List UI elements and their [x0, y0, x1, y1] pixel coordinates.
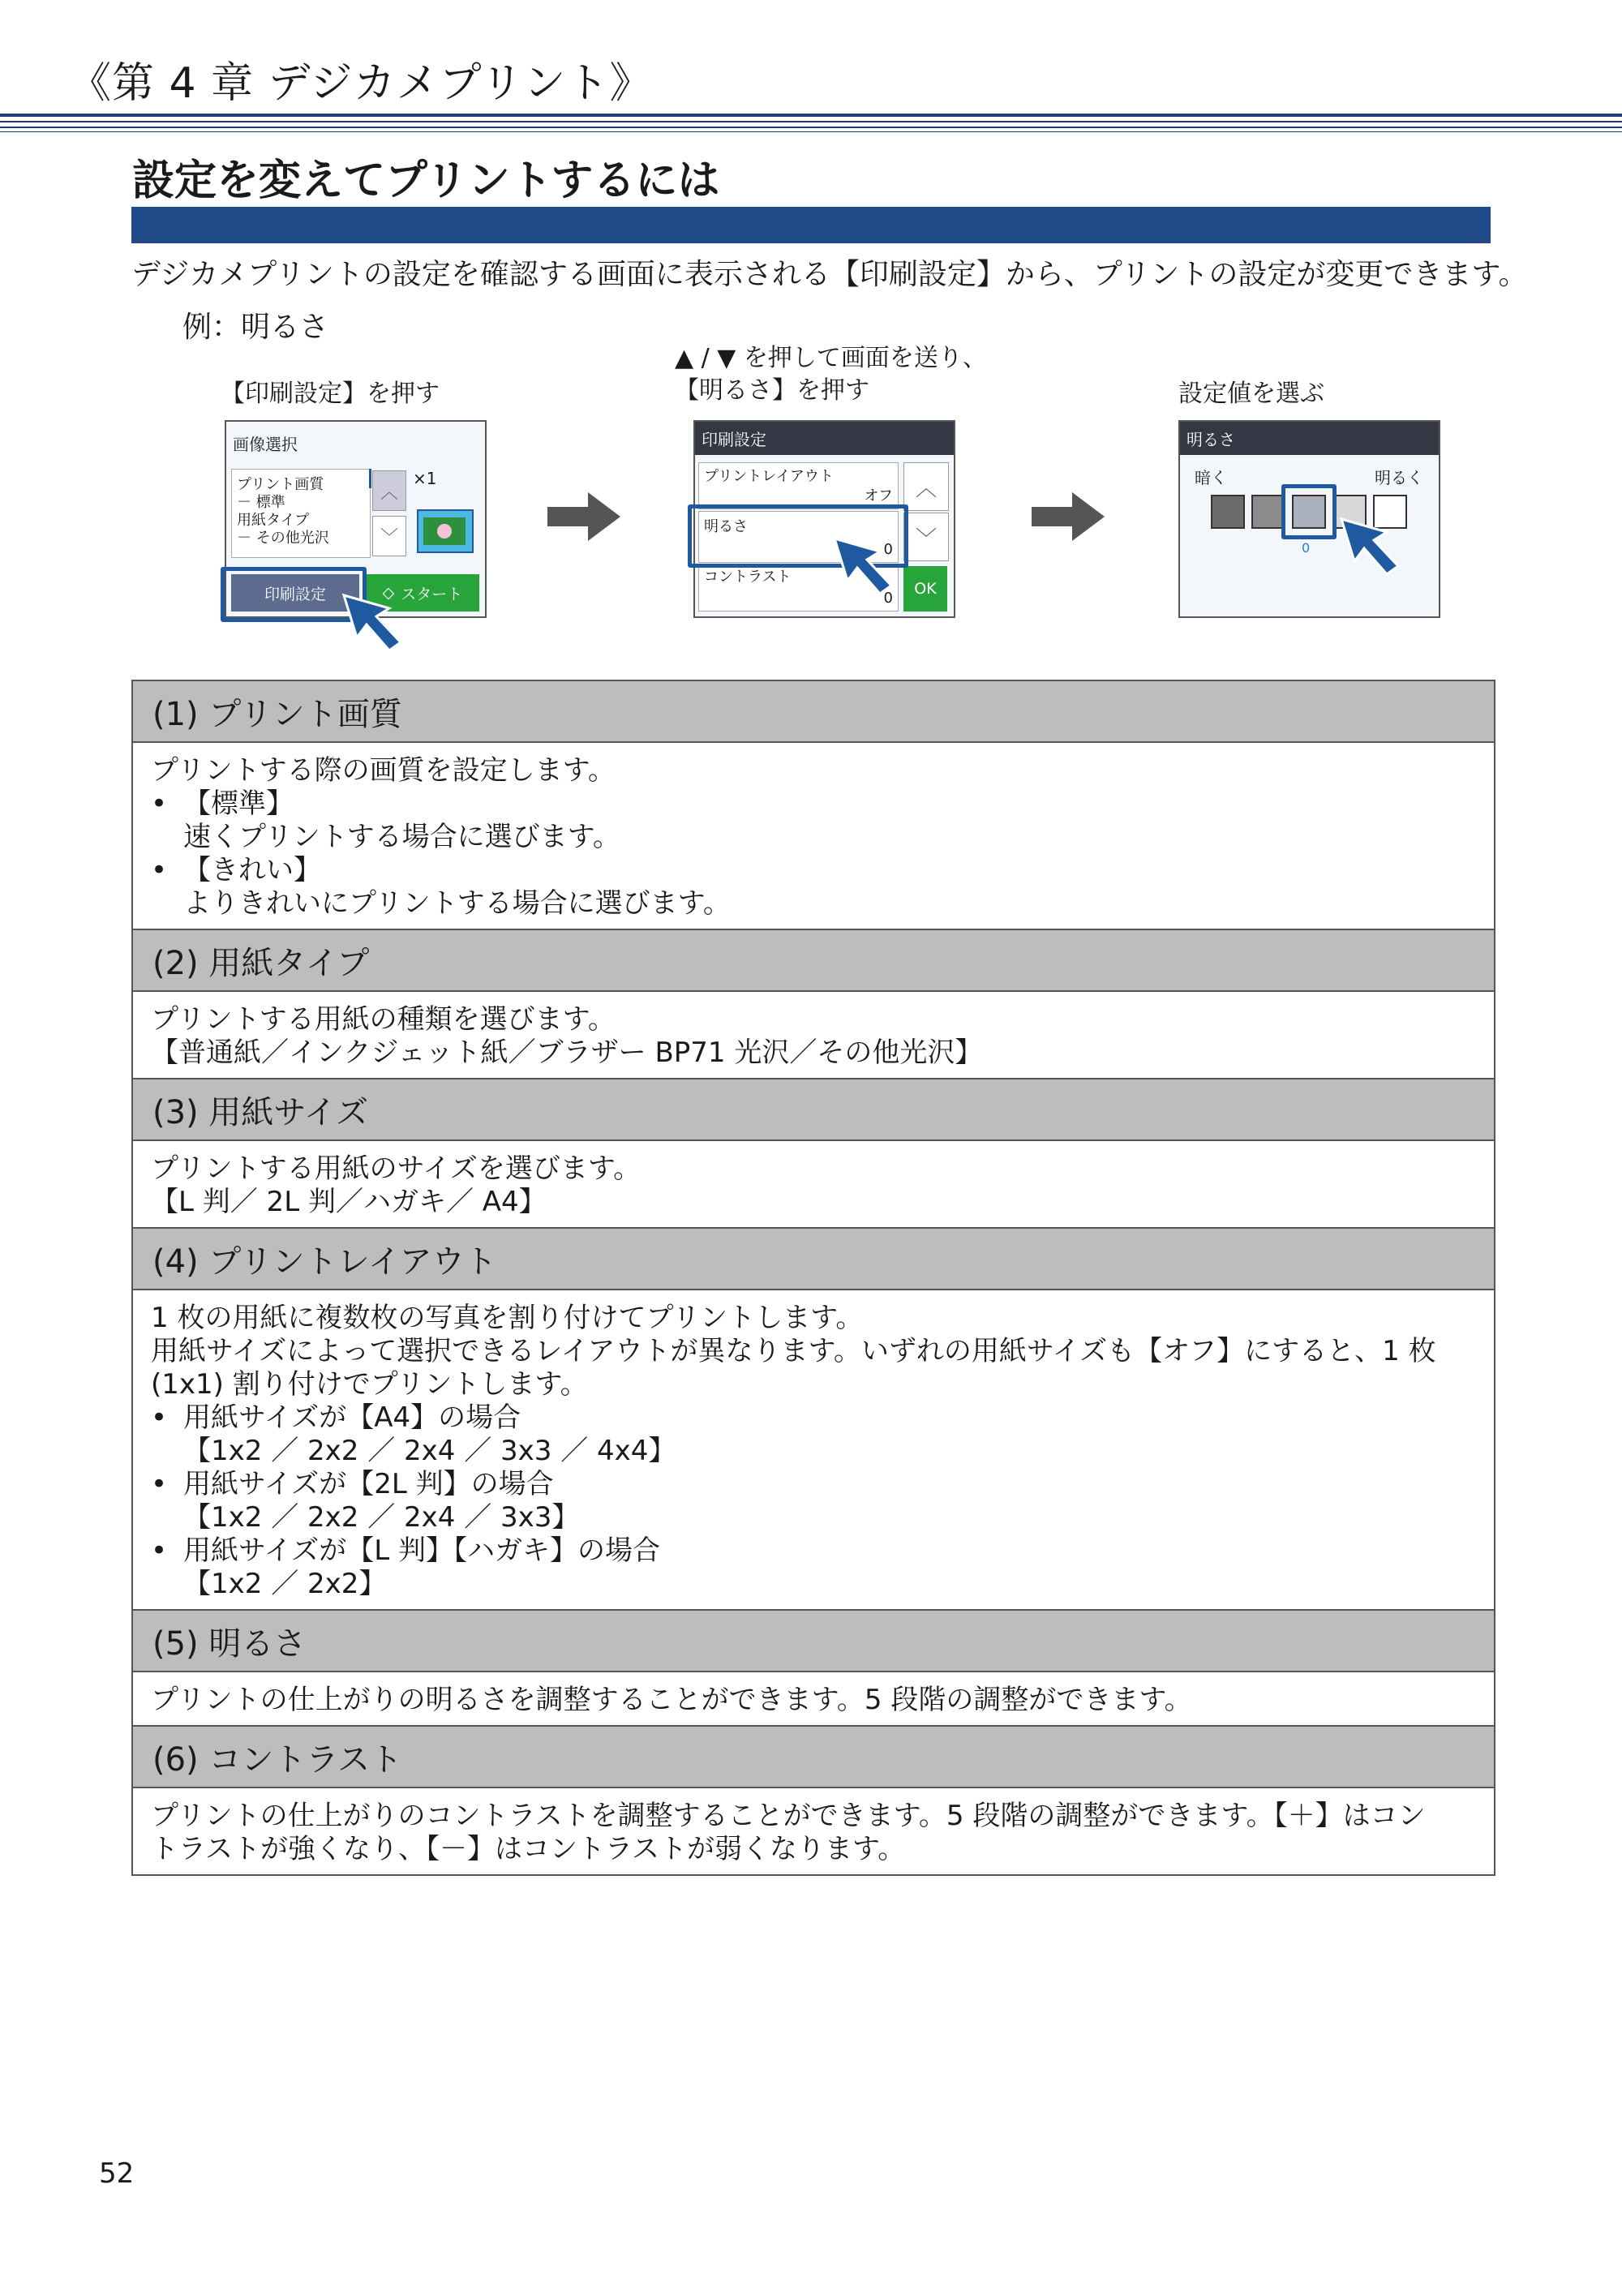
bullet-icon: •	[151, 788, 168, 820]
body-text: プリントする用紙の種類を選びます。	[151, 1003, 616, 1036]
screen2-title: 印刷設定	[695, 422, 954, 455]
body-text: 用紙サイズによって選択できるレイアウトが異なります。いずれの用紙サイズも【オフ】にすると、1 枚	[151, 1335, 1436, 1367]
ok-button[interactable]: OK	[903, 566, 947, 612]
pointer-arrow-icon	[831, 535, 896, 597]
option-label: 用紙サイズが【2L 判】の場合	[183, 1468, 554, 1500]
scroll-down-button[interactable]	[903, 513, 949, 561]
start-label: スタート	[401, 585, 463, 603]
step2-caption-line2: 【明るさ】を押す	[675, 376, 869, 405]
bullet-icon: •	[151, 1534, 168, 1567]
brightness-value: 0	[1302, 540, 1311, 556]
chevron-down-icon: ﹀	[380, 527, 398, 548]
menu-item-value: 0	[883, 590, 893, 607]
summary-line: － 標準	[237, 494, 285, 511]
screen1-title: 画像選択	[233, 435, 298, 454]
menu-item-print-layout[interactable]	[698, 462, 899, 509]
option-label: 用紙サイズが【A4】の場合	[183, 1401, 521, 1434]
bullet-icon: •	[151, 1401, 168, 1434]
screen3-title: 明るさ	[1180, 422, 1439, 455]
menu-item-value: オフ	[864, 487, 893, 504]
list-item	[151, 1401, 1476, 1435]
summary-line: 用紙タイプ	[237, 512, 310, 529]
photo-image	[423, 517, 466, 545]
settings-table	[131, 680, 1495, 1876]
scroll-up-button[interactable]	[372, 470, 406, 511]
option-label: 【きれい】	[183, 854, 321, 886]
list-item	[151, 788, 1476, 821]
option-description: よりきれいにプリントする場合に選びます。	[183, 887, 731, 920]
body-text: プリントの仕上がりのコントラストを調整することができます。5 段階の調整ができます。【＋】はコン	[151, 1800, 1426, 1832]
bullet-icon: •	[151, 854, 168, 886]
table-section-heading: (4) プリントレイアウト	[133, 1229, 1494, 1290]
table-section-body	[133, 1788, 1494, 1876]
flower-icon	[437, 524, 452, 539]
scroll-down-button[interactable]	[372, 516, 406, 556]
step1-caption: 【印刷設定】を押す	[221, 380, 440, 408]
scroll-indicator	[369, 469, 371, 488]
list-item	[151, 1534, 1476, 1568]
summary-line: － その他光沢	[237, 530, 329, 547]
step2-caption-line1: ▲ / ▼ を押して画面を送り、	[675, 344, 987, 372]
body-text: 【L 判／ 2L 判／ハガキ／ A4】	[151, 1186, 547, 1218]
copies-count: ×1	[413, 469, 437, 488]
settings-summary	[231, 469, 371, 558]
option-label: 【標準】	[183, 788, 294, 820]
photo-thumbnail[interactable]	[417, 509, 474, 553]
intro-text: デジカメプリントの設定を確認する画面に表示される【印刷設定】から、プリントの設定が変更できます。	[131, 258, 1528, 291]
table-section-body	[133, 743, 1494, 930]
next-step-arrow-icon	[547, 492, 620, 541]
table-section-heading: (3) 用紙サイズ	[133, 1079, 1494, 1141]
option-label: 用紙サイズが【L 判】【ハガキ】の場合	[183, 1534, 661, 1567]
next-step-arrow-icon	[1032, 492, 1105, 541]
section-title-bar	[131, 207, 1491, 243]
bright-label: 明るく	[1375, 468, 1423, 487]
option-description: 【1x2 ／ 2x2 ／ 2x4 ／ 3x3】	[183, 1501, 580, 1534]
step3-caption: 設定値を選ぶ	[1178, 380, 1324, 408]
chapter-title: 《第 4 章 デジカメプリント》	[69, 59, 653, 108]
option-description: 【1x2 ／ 2x2 ／ 2x4 ／ 3x3 ／ 4x4】	[183, 1435, 676, 1467]
table-section-body	[133, 1672, 1494, 1727]
list-item	[151, 854, 1476, 887]
example-label: 例：明るさ	[182, 311, 329, 344]
body-text: 【普通紙／インクジェット紙／ブラザー BP71 光沢／その他光沢】	[151, 1036, 983, 1069]
header-rule	[0, 114, 1622, 117]
body-text: プリントする用紙のサイズを選びます。	[151, 1152, 642, 1185]
table-section-heading: (2) 用紙タイプ	[133, 930, 1494, 992]
highlight-frame	[1281, 484, 1337, 539]
table-section-body	[133, 992, 1494, 1079]
chevron-down-icon: ﹀	[915, 526, 937, 551]
bullet-icon: •	[151, 1468, 168, 1500]
menu-item-value: 0	[883, 541, 893, 558]
menu-item-label: プリントレイアウト	[704, 468, 834, 485]
option-description: 【1x2 ／ 2x2】	[183, 1568, 387, 1600]
summary-line: プリント画質	[237, 476, 324, 493]
start-icon: ◇	[382, 584, 395, 602]
menu-item-label: コントラスト	[704, 569, 792, 586]
table-section-body	[133, 1141, 1494, 1229]
pointer-arrow-icon	[1338, 516, 1403, 577]
header-rule	[0, 127, 1622, 128]
table-section-heading: (5) 明るさ	[133, 1611, 1494, 1672]
menu-item-label: 明るさ	[704, 518, 748, 535]
pointer-arrow-icon	[341, 592, 406, 654]
list-item	[151, 1468, 1476, 1501]
brightness-level-2[interactable]	[1251, 495, 1285, 529]
header-rule	[0, 121, 1622, 122]
table-section-heading: (1) プリント画質	[133, 681, 1494, 743]
section-title: 設定を変えてプリントするには	[132, 157, 720, 205]
option-description: 速くプリントする場合に選びます。	[183, 821, 620, 853]
body-text: 1 枚の用紙に複数枚の写真を割り付けてプリントします。	[151, 1302, 864, 1334]
scroll-up-button[interactable]	[903, 462, 949, 511]
dark-label: 暗く	[1195, 468, 1227, 487]
table-section-heading: (6) コントラスト	[133, 1727, 1494, 1788]
body-text: プリントする際の画質を設定します。	[151, 754, 616, 787]
brightness-level-1[interactable]	[1211, 495, 1245, 529]
body-text: プリントの仕上がりの明るさを調整することができます。5 段階の調整ができます。	[151, 1684, 1192, 1716]
table-section-body	[133, 1290, 1494, 1611]
header-rule	[0, 131, 1622, 132]
body-text: トラストが強くなり、【－】はコントラストが弱くなります。	[151, 1833, 906, 1865]
body-text: (1x1) 割り付けでプリントします。	[151, 1368, 588, 1401]
chevron-up-icon: ︿	[915, 476, 937, 501]
print-settings-button[interactable]: 印刷設定	[231, 574, 359, 612]
chevron-up-icon: ︿	[380, 482, 398, 503]
page-number: 52	[99, 2157, 135, 2190]
